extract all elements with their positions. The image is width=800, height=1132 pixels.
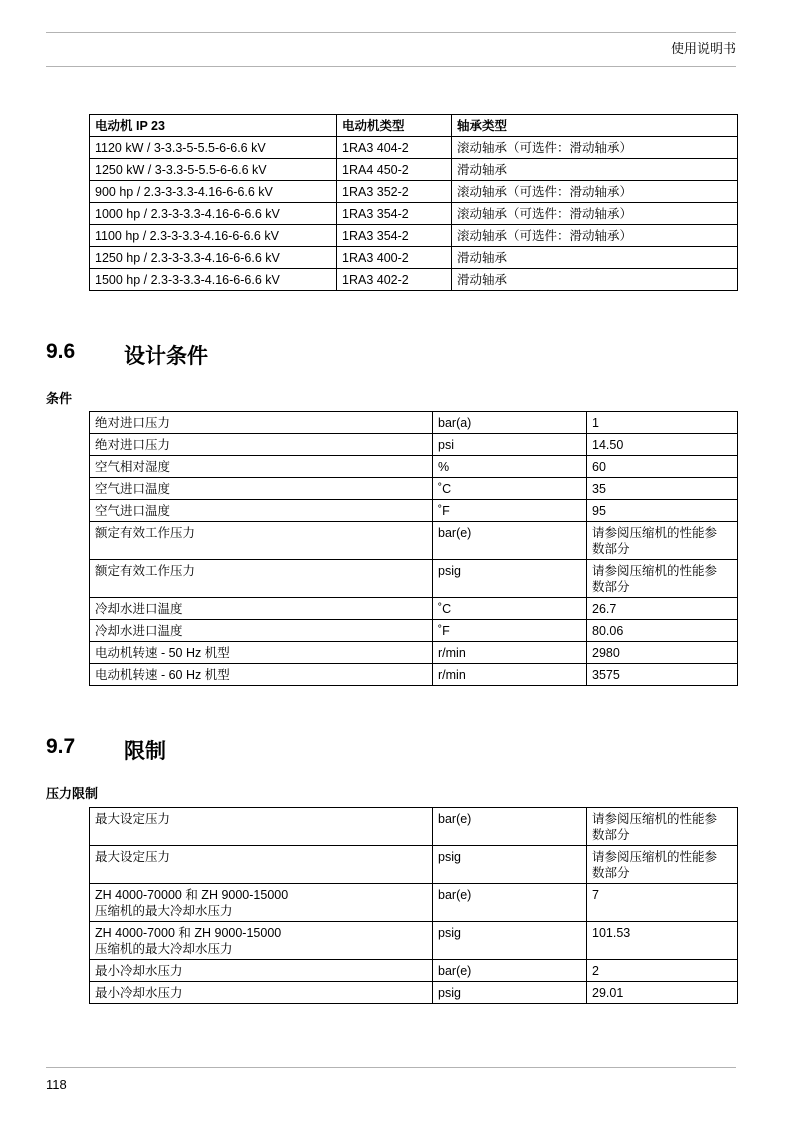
header-title: 使用说明书 (670, 41, 736, 56)
table-row (90, 247, 738, 269)
table-cell: 35 (587, 478, 738, 500)
table-cell: 最大设定压力 (90, 846, 433, 884)
table-cell: 1RA3 354-2 (337, 203, 452, 225)
table-cell: 26.7 (587, 598, 738, 620)
table-cell: bar(e) (433, 884, 587, 922)
column-header: 电动机类型 (337, 115, 452, 137)
table-cell: ˚C (433, 598, 587, 620)
table-cell: 1RA4 450-2 (337, 159, 452, 181)
table-cell: 滚动轴承（可选件：滑动轴承） (452, 203, 738, 225)
limits-table-body (90, 808, 738, 1004)
table-cell: 1500 hp / 2.3-3-3.3-4.16-6-6.6 kV (90, 269, 337, 291)
table-cell: 滑动轴承 (452, 247, 738, 269)
table-cell: 滚动轴承（可选件：滑动轴承） (452, 225, 738, 247)
table-row (90, 620, 738, 642)
table-cell: 请参阅压缩机的性能参 数部分 (587, 808, 738, 846)
table-cell: 冷却水进口温度 (90, 620, 433, 642)
table-cell: bar(e) (433, 960, 587, 982)
table-cell: 900 hp / 2.3-3-3.3-4.16-6-6.6 kV (90, 181, 337, 203)
table-cell: psig (433, 846, 587, 884)
table-cell: 1250 kW / 3-3.3-5-5.5-6-6.6 kV (90, 159, 337, 181)
section-number: 9.6 (46, 340, 76, 363)
table-cell: 电动机转速 - 60 Hz 机型 (90, 664, 433, 686)
section-number: 9.7 (46, 735, 76, 758)
table-cell: r/min (433, 642, 587, 664)
table-row (90, 884, 738, 922)
table-row (90, 960, 738, 982)
table-cell: bar(e) (433, 522, 587, 560)
table-row (90, 560, 738, 598)
table-cell: 请参阅压缩机的性能参 数部分 (587, 522, 738, 560)
table-cell: psig (433, 922, 587, 960)
table-cell: 1RA3 404-2 (337, 137, 452, 159)
table-cell: 95 (587, 500, 738, 522)
table-row (90, 982, 738, 1004)
table-cell: 1120 kW / 3-3.3-5-5.5-6-6.6 kV (90, 137, 337, 159)
table-cell: 3575 (587, 664, 738, 686)
table-row (90, 846, 738, 884)
footer-rule (46, 1067, 736, 1068)
table-cell: 空气进口温度 (90, 478, 433, 500)
header-row (90, 115, 738, 137)
table-cell: 请参阅压缩机的性能参 数部分 (587, 560, 738, 598)
table-cell: 1RA3 352-2 (337, 181, 452, 203)
table-cell: bar(a) (433, 412, 587, 434)
table-cell: ZH 4000-70000 和 ZH 9000-15000 压缩机的最大冷却水压力 (90, 884, 433, 922)
section-title: 设计条件 (124, 345, 208, 368)
conditions-table-body (90, 412, 738, 686)
table-row (90, 522, 738, 560)
table-cell: ˚C (433, 478, 587, 500)
table-cell: 29.01 (587, 982, 738, 1004)
section-title: 限制 (124, 740, 166, 763)
conditions-table (89, 411, 738, 686)
motor-table-body (90, 137, 738, 291)
table-cell: 2980 (587, 642, 738, 664)
table-cell: r/min (433, 664, 587, 686)
table-cell: 最小冷却水压力 (90, 982, 433, 1004)
table-row (90, 500, 738, 522)
table-cell: 滚动轴承（可选件：滑动轴承） (452, 137, 738, 159)
table-cell: 最小冷却水压力 (90, 960, 433, 982)
table-row (90, 456, 738, 478)
table-row (90, 642, 738, 664)
table-row (90, 137, 738, 159)
table-row (90, 269, 738, 291)
table-cell: 额定有效工作压力 (90, 560, 433, 598)
table-row (90, 664, 738, 686)
table-cell: 滑动轴承 (452, 159, 738, 181)
table-cell: ˚F (433, 620, 587, 642)
table-cell: psig (433, 560, 587, 598)
table-cell: 7 (587, 884, 738, 922)
table-cell: % (433, 456, 587, 478)
table-cell: psig (433, 982, 587, 1004)
table-cell: 绝对进口压力 (90, 434, 433, 456)
table-cell: 1250 hp / 2.3-3-3.3-4.16-6-6.6 kV (90, 247, 337, 269)
table-cell: 绝对进口压力 (90, 412, 433, 434)
table-cell: 14.50 (587, 434, 738, 456)
table-cell: 电动机转速 - 50 Hz 机型 (90, 642, 433, 664)
table-row (90, 808, 738, 846)
table-cell: 1RA3 400-2 (337, 247, 452, 269)
table-row (90, 159, 738, 181)
table-cell: 空气相对湿度 (90, 456, 433, 478)
table-cell: 滑动轴承 (452, 269, 738, 291)
table-cell: 1RA3 354-2 (337, 225, 452, 247)
table-cell: bar(e) (433, 808, 587, 846)
table-cell: 1RA3 402-2 (337, 269, 452, 291)
page-number: 118 (46, 1077, 67, 1092)
table-cell: 1 (587, 412, 738, 434)
table-cell: 101.53 (587, 922, 738, 960)
table-cell: psi (433, 434, 587, 456)
limits-table (89, 807, 738, 1004)
table-cell: 1000 hp / 2.3-3-3.3-4.16-6-6.6 kV (90, 203, 337, 225)
motor-table-header (90, 115, 738, 137)
table-cell: 60 (587, 456, 738, 478)
motor-table (89, 114, 738, 291)
table-cell: 80.06 (587, 620, 738, 642)
table-cell: 1100 hp / 2.3-3-3.3-4.16-6-6.6 kV (90, 225, 337, 247)
header-bottom-rule (46, 66, 736, 67)
table-cell: 冷却水进口温度 (90, 598, 433, 620)
table-cell: 请参阅压缩机的性能参 数部分 (587, 846, 738, 884)
table-cell: 空气进口温度 (90, 500, 433, 522)
table-row (90, 598, 738, 620)
column-header: 轴承类型 (452, 115, 738, 137)
table-cell: 滚动轴承（可选件：滑动轴承） (452, 181, 738, 203)
header-top-rule (46, 32, 736, 33)
table-row (90, 181, 738, 203)
table-cell: 2 (587, 960, 738, 982)
table-row (90, 922, 738, 960)
table-cell: ZH 4000-7000 和 ZH 9000-15000 压缩机的最大冷却水压力 (90, 922, 433, 960)
table-cell: 额定有效工作压力 (90, 522, 433, 560)
table-cell: 最大设定压力 (90, 808, 433, 846)
table-row (90, 203, 738, 225)
table-row (90, 412, 738, 434)
table-row (90, 225, 738, 247)
table-row (90, 434, 738, 456)
column-header: 电动机 IP 23 (90, 115, 337, 137)
subheading: 条件 (46, 391, 73, 406)
table-row (90, 478, 738, 500)
table-cell: ˚F (433, 500, 587, 522)
subheading: 压力限制 (46, 786, 99, 801)
